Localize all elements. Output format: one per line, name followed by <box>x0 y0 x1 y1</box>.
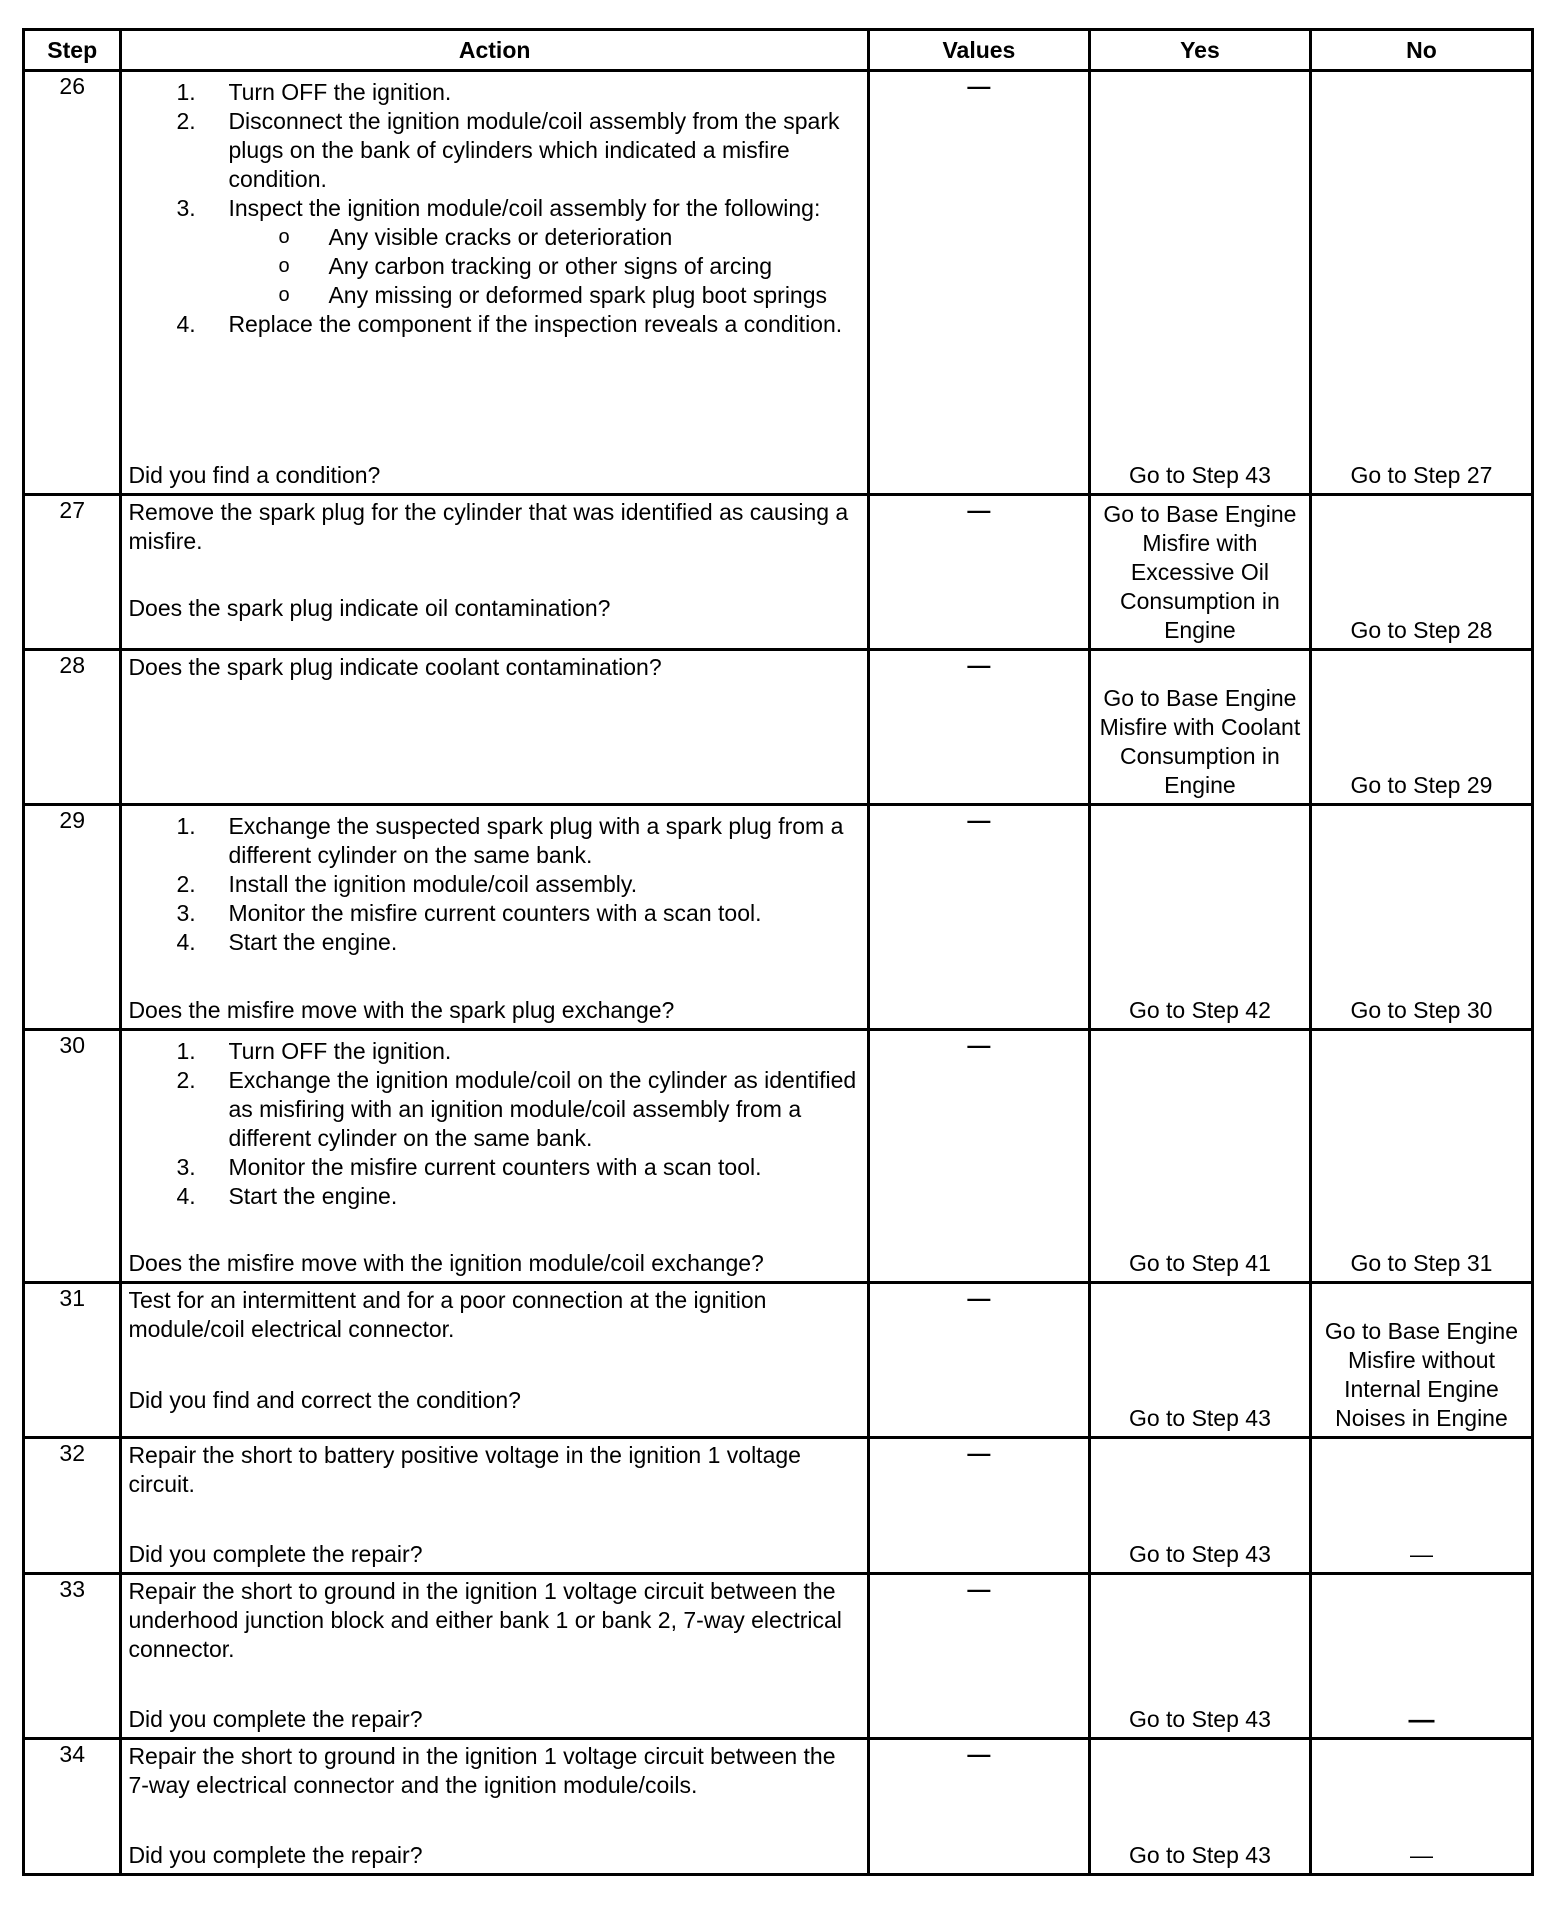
action-step: 1. Exchange the suspected spark plug with a spark plug from a different cylinder on the same bank. <box>176 813 844 868</box>
action-text: Repair the short to battery positive voltage in the ignition 1 voltage circuit. <box>128 1442 801 1497</box>
no-cell <box>1310 1283 1532 1438</box>
action-question: Did you complete the repair? <box>128 1541 423 1567</box>
yes-cell <box>1089 1574 1310 1739</box>
action-text: Test for an intermittent and for a poor connection at the ignition module/coil electrical connector. <box>128 1287 767 1342</box>
yes-result: Go to Base Engine Misfire with Excessive Oil Consumption in Engine <box>1103 501 1297 643</box>
yes-result: Go to Step 42 <box>1128 997 1271 1023</box>
no-cell <box>1310 1438 1532 1574</box>
action-question: Did you find and correct the condition? <box>128 1387 521 1413</box>
action-steps <box>128 812 860 957</box>
action-cell <box>121 1283 868 1438</box>
header-step: Step <box>24 30 121 71</box>
action-step: 2. Install the ignition module/coil assembly. <box>176 871 638 897</box>
no-cell <box>1310 1574 1532 1739</box>
table-row <box>24 1574 1533 1739</box>
step-number: 34 <box>24 1739 121 1875</box>
action-step: 3. Monitor the misfire current counters with a scan tool. <box>176 900 762 926</box>
value-cell: — <box>868 71 1089 495</box>
action-question: Did you complete the repair? <box>128 1842 423 1868</box>
action-steps <box>128 78 860 339</box>
action-step: 4. Start the engine. <box>176 1183 398 1209</box>
no-cell <box>1310 1739 1532 1875</box>
action-cell <box>121 495 868 650</box>
no-result: — <box>1409 1541 1433 1567</box>
action-question: Did you find a condition? <box>128 462 381 488</box>
yes-result: Go to Step 43 <box>1128 1541 1271 1567</box>
action-step: 4. Start the engine. <box>176 929 398 955</box>
no-cell <box>1310 71 1532 495</box>
header-action: Action <box>121 30 868 71</box>
value-cell: — <box>868 1283 1089 1438</box>
action-cell <box>121 650 868 805</box>
table-row <box>24 495 1533 650</box>
yes-result: Go to Step 43 <box>1128 1706 1271 1732</box>
action-step: 3. Inspect the ignition module/coil assembly for the following: o Any visible cracks or deterioration o Any carbon tracking or other signs of arcing o Any missing or deformed spark plug boot springs <box>128 194 860 310</box>
header-no: No <box>1310 30 1532 71</box>
action-step: 2. Exchange the ignition module/coil on the cylinder as identified as misfiring with an ignition module/coil assembly from a different cylinder on the same bank. <box>176 1067 857 1151</box>
action-cell <box>121 1739 868 1875</box>
no-result: Go to Step 28 <box>1350 617 1493 643</box>
no-cell <box>1310 650 1532 805</box>
value-cell: — <box>868 1030 1089 1283</box>
action-question: Does the misfire move with the spark plug exchange? <box>128 997 675 1023</box>
step-number: 26 <box>24 71 121 495</box>
step-number: 32 <box>24 1438 121 1574</box>
action-cell <box>121 1030 868 1283</box>
action-cell <box>121 1438 868 1574</box>
step-number: 27 <box>24 495 121 650</box>
table-row <box>24 650 1533 805</box>
table-row <box>24 1283 1533 1438</box>
inspection-item: o Any visible cracks or deterioration <box>278 224 673 250</box>
table-row <box>24 71 1533 495</box>
yes-cell <box>1089 1283 1310 1438</box>
action-step: 4. Replace the component if the inspection reveals a condition. <box>176 311 843 337</box>
action-step: 2. Disconnect the ignition module/coil assembly from the spark plugs on the bank of cylinders which indicated a misfire condition. <box>176 108 840 192</box>
yes-cell <box>1089 805 1310 1030</box>
diagnostic-table <box>22 28 1534 1876</box>
yes-result: Go to Step 43 <box>1128 1405 1271 1431</box>
action-step: 1. Turn OFF the ignition. <box>176 1038 452 1064</box>
action-text: Repair the short to ground in the ignition 1 voltage circuit between the underhood junction block and either bank 1 or bank 2, 7-way electrical connector. <box>128 1578 842 1662</box>
action-text: Repair the short to ground in the ignition 1 voltage circuit between the 7-way electrical connector and the ignition module/coils. <box>128 1743 836 1798</box>
no-result: — <box>1408 1704 1435 1734</box>
header-row <box>24 30 1533 71</box>
table-row <box>24 1438 1533 1574</box>
no-result: Go to Step 30 <box>1350 997 1493 1023</box>
action-steps <box>128 1037 860 1211</box>
inspection-item: o Any missing or deformed spark plug boot springs <box>278 282 828 308</box>
header-yes: Yes <box>1089 30 1310 71</box>
value-cell: — <box>868 1739 1089 1875</box>
inspection-item: o Any carbon tracking or other signs of arcing <box>278 253 773 279</box>
no-result: Go to Step 29 <box>1350 772 1493 798</box>
yes-result: Go to Base Engine Misfire with Coolant Consumption in Engine <box>1099 685 1301 798</box>
no-result: — <box>1409 1842 1433 1868</box>
yes-result: Go to Step 43 <box>1128 462 1271 488</box>
no-result: Go to Step 31 <box>1350 1250 1493 1276</box>
yes-cell <box>1089 71 1310 495</box>
no-result: Go to Step 27 <box>1350 462 1493 488</box>
action-question: Does the misfire move with the ignition module/coil exchange? <box>128 1250 764 1276</box>
value-cell: — <box>868 1574 1089 1739</box>
yes-cell <box>1089 495 1310 650</box>
header-values: Values <box>868 30 1089 71</box>
action-step: 1. Turn OFF the ignition. <box>176 79 452 105</box>
no-cell <box>1310 1030 1532 1283</box>
table-row <box>24 805 1533 1030</box>
step-number: 33 <box>24 1574 121 1739</box>
action-cell <box>121 1574 868 1739</box>
value-cell: — <box>868 495 1089 650</box>
no-result: Go to Base Engine Misfire without Internal Engine Noises in Engine <box>1324 1318 1518 1431</box>
step-number: 30 <box>24 1030 121 1283</box>
action-text: Remove the spark plug for the cylinder that was identified as causing a misfire. <box>128 499 849 554</box>
yes-result: Go to Step 41 <box>1128 1250 1271 1276</box>
action-question: Does the spark plug indicate oil contamination? <box>128 595 611 621</box>
step-number: 31 <box>24 1283 121 1438</box>
table-row <box>24 1030 1533 1283</box>
no-cell <box>1310 805 1532 1030</box>
yes-cell <box>1089 1030 1310 1283</box>
action-cell <box>121 71 868 495</box>
yes-result: Go to Step 43 <box>1128 1842 1271 1868</box>
no-cell <box>1310 495 1532 650</box>
step-number: 29 <box>24 805 121 1030</box>
inspection-list <box>228 223 860 310</box>
yes-cell <box>1089 650 1310 805</box>
action-cell <box>121 805 868 1030</box>
step-number: 28 <box>24 650 121 805</box>
value-cell: — <box>868 805 1089 1030</box>
action-question: Did you complete the repair? <box>128 1706 423 1732</box>
yes-cell <box>1089 1739 1310 1875</box>
action-step: 3. Monitor the misfire current counters with a scan tool. <box>176 1154 762 1180</box>
table-row <box>24 1739 1533 1875</box>
action-text: Does the spark plug indicate coolant contamination? <box>128 654 662 680</box>
value-cell: — <box>868 650 1089 805</box>
yes-cell <box>1089 1438 1310 1574</box>
value-cell: — <box>868 1438 1089 1574</box>
